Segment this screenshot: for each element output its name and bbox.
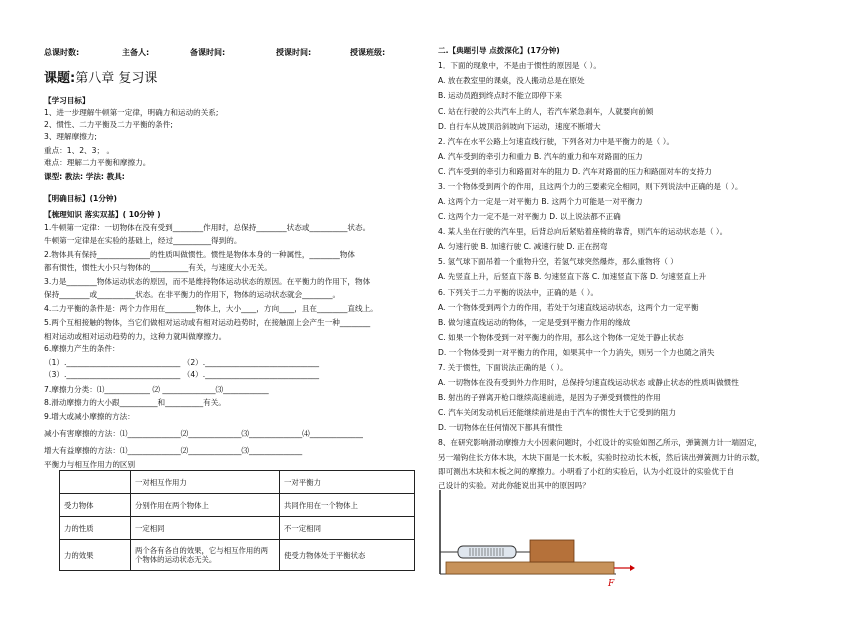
course-header — [44, 48, 385, 58]
comparison-table — [59, 470, 415, 571]
wooden-block — [530, 540, 574, 562]
header-teach-time: 授课时间: — [276, 48, 312, 57]
table-cell: 一对平衡力 — [280, 471, 415, 494]
left-text-line: 减小有害摩擦的方法：⑴______________⑵______________⑶______________⑷______________ — [44, 429, 363, 438]
left-text-line: 8.滑动摩擦力的大小跟__________和__________有关。 — [44, 398, 226, 407]
left-text-line: （3）.______________________________ （4）.______________________________ — [44, 370, 320, 379]
table-cell: 一对相互作用力 — [131, 471, 280, 494]
right-text-line: B. 运动员跑到终点时不能立即停下来 — [438, 91, 562, 100]
right-text-line: A. 放在教室里的课桌，没人搬动总是在原处 — [438, 76, 585, 85]
right-text-line: A. 先竖直上升，后竖直下落 B. 匀速竖直下落 C. 加速竖直下落 D. 匀速竖直上升 — [438, 272, 707, 281]
left-text-line: 1、进一步理解牛顿第一定律，明确力和运动的关系; — [44, 108, 219, 117]
left-text-line: 【明确目标】(1分钟) — [44, 194, 117, 203]
right-text-line: A. 匀速行驶 B. 加速行驶 C. 减速行驶 D. 正在拐弯 — [438, 242, 608, 251]
page-title — [44, 71, 157, 87]
right-text-line: 5. 氢气球下面吊着一个重物升空，若氢气球突然爆炸，那么重物将（ ） — [438, 257, 678, 266]
table-row — [60, 540, 415, 571]
right-text-line: C. 这两个力一定不是一对平衡力 D. 以上说法都不正确 — [438, 212, 621, 221]
left-text-line: 难点：理解二力平衡和摩擦力。 — [44, 158, 151, 167]
right-text-line: B. 做匀速直线运动的物体，一定是受到平衡力作用的缘故 — [438, 318, 631, 327]
left-text-line: 6.摩擦力产生的条件： — [44, 344, 120, 353]
right-text-line: 7. 关于惯性，下面说法正确的是（ ）。 — [438, 363, 568, 372]
right-text-line: 4. 某人坐在行驶的汽车里，后背总向后紧贴着座椅的靠背，则汽车的运动状态是（ ）。 — [438, 227, 728, 236]
right-text-line: A. 一个物体受到两个力的作用，若处于匀速直线运动状态，这两个力一定平衡 — [438, 303, 699, 312]
table-cell: 两个各有各自的效果，它与相互作用的两个物体的运动状态无关。 — [131, 540, 280, 571]
right-text-line: C. 如果一个物体受到一对平衡力的作用，那么这个物体一定处于静止状态 — [438, 333, 684, 342]
title-label: 课题: — [44, 71, 76, 86]
left-text-line: 【学习目标】 — [44, 96, 90, 105]
arrow-head-icon — [630, 565, 635, 571]
table-row — [60, 471, 415, 494]
left-text-line: 1.牛顿第一定律：一切物体在没有受到________作用时，总保持________状态或__________状态。 — [44, 223, 371, 232]
table-cell: 一定相同 — [131, 517, 280, 540]
left-text-line: 3、理解摩擦力; — [44, 132, 97, 141]
title-text: 第八章 复习课 — [75, 71, 158, 86]
left-text-line: 重点：1、2、3； 。 — [44, 146, 115, 155]
left-text-line: 保持________或__________状态。在非平衡力的作用下，物体的运动状态就会________。 — [44, 290, 341, 299]
left-text-line: 课型: 教法: 学法: 教具: — [44, 172, 125, 181]
right-text-line: B. 射出的子弹离开枪口继续高速前进，是因为子弹受到惯性的作用 — [438, 393, 661, 402]
table-row — [60, 517, 415, 540]
left-text-line: 【梳理知识 落实双基】( 10分钟 ) — [44, 210, 161, 219]
right-text-line: D. 一个物体受到一对平衡力的作用，如果其中一个力消失，则另一个力也随之消失 — [438, 348, 715, 357]
header-class: 授课班级: — [350, 48, 386, 57]
right-text-line: 1．下面的现象中，不是由于惯性的原因是（ ）。 — [438, 61, 601, 70]
table-cell — [60, 471, 131, 494]
right-text-line: C. 站在行驶的公共汽车上的人，若汽车紧急刹车，人就要向前倾 — [438, 107, 654, 116]
left-text-line: 平衡力与相互作用力的区别 — [44, 460, 136, 469]
right-text-line: C. 汽车关闭发动机后还能继续前进是由于汽车的惯性大于它受到的阻力 — [438, 408, 676, 417]
table-cell: 不一定相同 — [280, 517, 415, 540]
table-cell: 共同作用在一个物体上 — [280, 494, 415, 517]
header-prep-time: 备课时间: — [190, 48, 226, 57]
right-text-line: 己设计的实验。对此你能说出其中的原因吗？ — [438, 481, 590, 490]
right-text-line: C. 汽车受到的牵引力和路面对车的阻力 D. 汽车对路面的压力和路面对车的支持力 — [438, 167, 712, 176]
right-text-line: D. 一切物体在任何情况下都具有惯性 — [438, 423, 563, 432]
friction-experiment-figure — [438, 490, 638, 620]
right-text-line: 3. 一个物体受到两个的作用，且这两个力的三要素完全相同，则下列说法中正确的是（ ）。 — [438, 182, 743, 191]
right-text-line: 另一端钩住长方体木块，木块下面是一长木板，实验时拉动长木板，然后读出弹簧测力计的示数， — [438, 453, 765, 462]
header-preparer: 主备人: — [122, 48, 150, 57]
right-text-line: A. 汽车受到的牵引力和重力 B. 汽车的重力和车对路面的压力 — [438, 152, 643, 161]
right-text-line: 2. 汽车在水平公路上匀速直线行驶，下列各对力中是平衡力的是（ ）。 — [438, 137, 675, 146]
table-cell: 力的性质 — [60, 517, 131, 540]
left-text-line: 2.物体具有保持______________的性质叫做惯性。惯性是物体本身的一种属性，________物体 — [44, 250, 355, 259]
header-total-hours: 总课时数: — [44, 48, 80, 57]
right-text-line: 二.【典题引导 点拨深化】(17分钟) — [438, 46, 560, 55]
left-text-line: 4.二力平衡的条件是：两个力作用在________物体上，大小____，方向____，且在________直线上。 — [44, 304, 378, 313]
right-text-line: 8、在研究影响滑动摩擦力大小因素问题时，小红设计的实验如图乙所示，弹簧测力计一端固定， — [438, 438, 762, 447]
table-cell: 使受力物体处于平衡状态 — [280, 540, 415, 571]
left-text-line: 9.增大或减小摩擦的方法： — [44, 412, 135, 421]
table-row — [60, 494, 415, 517]
left-text-line: 3.力是________物体运动状态的原因，而不是维持物体运动状态的原因。在平衡力的作用下，物体 — [44, 277, 371, 286]
left-text-line: 5.两个互相接触的物体，当它们做相对运动或有相对运动趋势时，在接触面上会产生一种________ — [44, 318, 371, 327]
right-text-line: A. 一切物体在没有受到外力作用时，总保持匀速直线运动状态 或静止状态的性质叫做惯性 — [438, 378, 739, 387]
table-cell: 分别作用在两个物体上 — [131, 494, 280, 517]
left-text-line: （1）.______________________________ （2）.______________________________ — [44, 358, 320, 367]
left-text-line: 增大有益摩擦的方法：⑴______________⑵______________⑶______________ — [44, 446, 303, 455]
left-text-line: 7.摩擦力分类：⑴____________ ⑵ ______________⑶____________ — [44, 385, 269, 394]
right-text-line: 6. 下列关于二力平衡的说法中，正确的是（ ）。 — [438, 288, 599, 297]
long-board — [446, 562, 614, 574]
force-label: F — [608, 579, 615, 589]
right-text-line: D. 自行车从坡顶沿斜坡向下运动，速度不断增大 — [438, 122, 601, 131]
table-cell: 力的效果 — [60, 540, 131, 571]
left-text-line: 都有惯性，惯性大小只与物体的__________有关，与速度大小无关。 — [44, 263, 272, 272]
right-text-line: A. 这两个力一定是一对平衡力 B. 这两个力可能是一对平衡力 — [438, 197, 643, 206]
table-cell: 受力物体 — [60, 494, 131, 517]
left-text-line: 牛顿第一定律是在实验的基础上，经过__________得到的。 — [44, 236, 242, 245]
left-text-line: 相对运动或相对运动趋势的力，这种力就叫做摩擦力。 — [44, 332, 227, 341]
spring-scale — [458, 546, 516, 558]
left-text-line: 2、惯性、二力平衡及二力平衡的条件; — [44, 120, 173, 129]
right-text-line: 即可测出木块和木板之间的摩擦力。小明看了小红的实验后，认为小红设计的实验优于自 — [438, 467, 735, 476]
